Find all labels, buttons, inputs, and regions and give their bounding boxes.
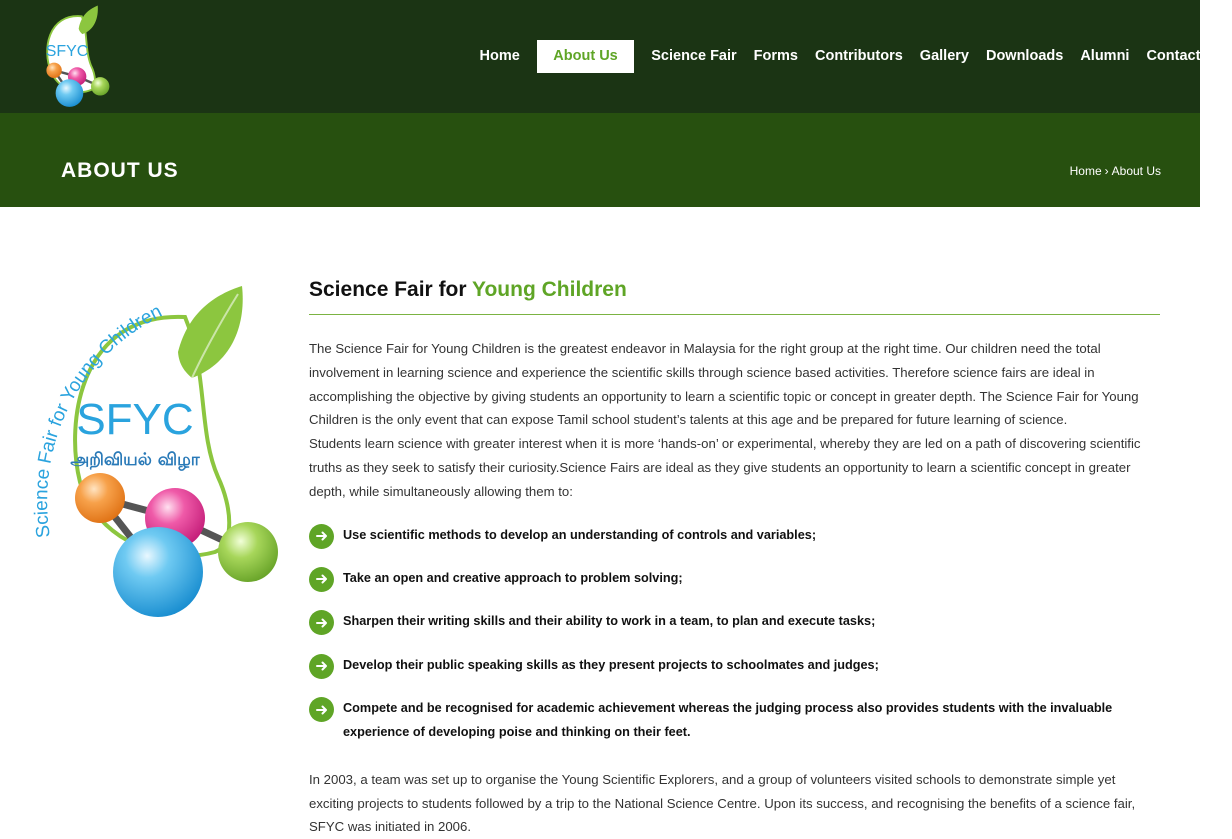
heading-prefix: Science Fair for <box>309 278 467 301</box>
nav-contributors[interactable]: Contributors <box>815 48 903 64</box>
breadcrumb-current: About Us <box>1111 164 1161 178</box>
list-item <box>309 524 1160 549</box>
nav-contact-us[interactable]: Contact Us <box>1146 48 1223 64</box>
arrow-right-circle-icon <box>309 697 334 722</box>
site-header <box>0 0 1223 113</box>
logo-wordmark: SFYC <box>76 395 194 444</box>
molecule-green-ball <box>218 522 278 582</box>
main-nav <box>471 40 1232 73</box>
nav-downloads[interactable]: Downloads <box>985 48 1064 64</box>
heading-accent: Young Children <box>472 278 627 301</box>
heading-divider <box>309 314 1160 315</box>
breadcrumb <box>1070 163 1161 179</box>
about-content <box>309 276 1160 839</box>
logo-tamil-text: அறிவியல் விழா <box>70 450 200 470</box>
page-title-band <box>0 113 1200 207</box>
section-heading <box>309 276 1160 304</box>
learning-paragraph: Students learn science with greater interest when it is more ‘hands-on’ or experimental, whereby they are led on a path of discovering scientific truths as they seek to satisfy their curiosity.Science Fairs are ideal as they give students an opportunity to learn a scientific concept in greater depth, while simultaneously allowing them to: <box>309 436 1141 499</box>
breadcrumb-home-link[interactable]: Home <box>1069 164 1102 178</box>
molecule-blue-ball <box>113 527 203 617</box>
list-item-text: Use scientific methods to develop an understanding of controls and variables; <box>343 527 817 542</box>
nav-science-fair[interactable]: Science Fair <box>651 48 737 64</box>
nav-about-us[interactable]: About Us <box>537 40 633 73</box>
molecule-orange-ball <box>75 473 125 523</box>
nav-alumni[interactable]: Alumni <box>1080 48 1130 64</box>
arrow-right-circle-icon <box>309 654 334 679</box>
list-item-text: Compete and be recognised for academic achievement whereas the judging process also provides students with the invaluable experience of developing poise and thinking on their feet. <box>343 701 1113 739</box>
svg-text:SFYC: SFYC <box>45 43 89 61</box>
list-item <box>309 567 1160 592</box>
benefits-list <box>309 524 1160 745</box>
arrow-right-circle-icon <box>309 567 334 592</box>
list-item-text: Sharpen their writing skills and their ability to work in a team, to plan and execute tasks; <box>343 614 876 629</box>
nav-gallery[interactable]: Gallery <box>919 48 969 64</box>
arrow-right-circle-icon <box>309 610 334 635</box>
history-paragraph: In 2003, a team was set up to organise the Young Scientific Explorers, and a group of volunteers visited schools to demonstrate simple yet exciting projects to students followed by a trip to the National Science Centre. Upon its success, and recognising the benefits of a science fair, SFYC was initiated in 2006. <box>309 771 1136 835</box>
arrow-right-circle-icon <box>309 524 334 549</box>
intro-paragraph: The Science Fair for Young Children is the greatest endeavor in Malaysia for the right group at the right time. Our children need the total involvement in learning science and experience the scientific skills through science based activities. Therefore science fairs are ideal in accomplishing the objective by giving students an opportunity to learn a scientific topic or concept in greater depth. The Science Fair for Young Children is the only event that can expose Tamil school student’s talents at this age and be prepared for future learning of science. <box>309 341 1139 428</box>
list-item-text: Develop their public speaking skills as they present projects to schoolmates and judges; <box>343 657 879 672</box>
list-item <box>309 610 1160 635</box>
list-item <box>309 654 1160 679</box>
breadcrumb-separator: › <box>1104 164 1109 178</box>
sfyc-logo <box>20 282 290 627</box>
list-item <box>309 697 1160 745</box>
page-title: ABOUT US <box>61 159 179 182</box>
header-logo[interactable] <box>26 4 116 110</box>
nav-home[interactable]: Home <box>479 48 520 64</box>
list-item-text: Take an open and creative approach to problem solving; <box>343 570 683 585</box>
logo-tagline: Science Fair for Young Children <box>31 300 166 540</box>
nav-forms[interactable]: Forms <box>753 48 798 64</box>
